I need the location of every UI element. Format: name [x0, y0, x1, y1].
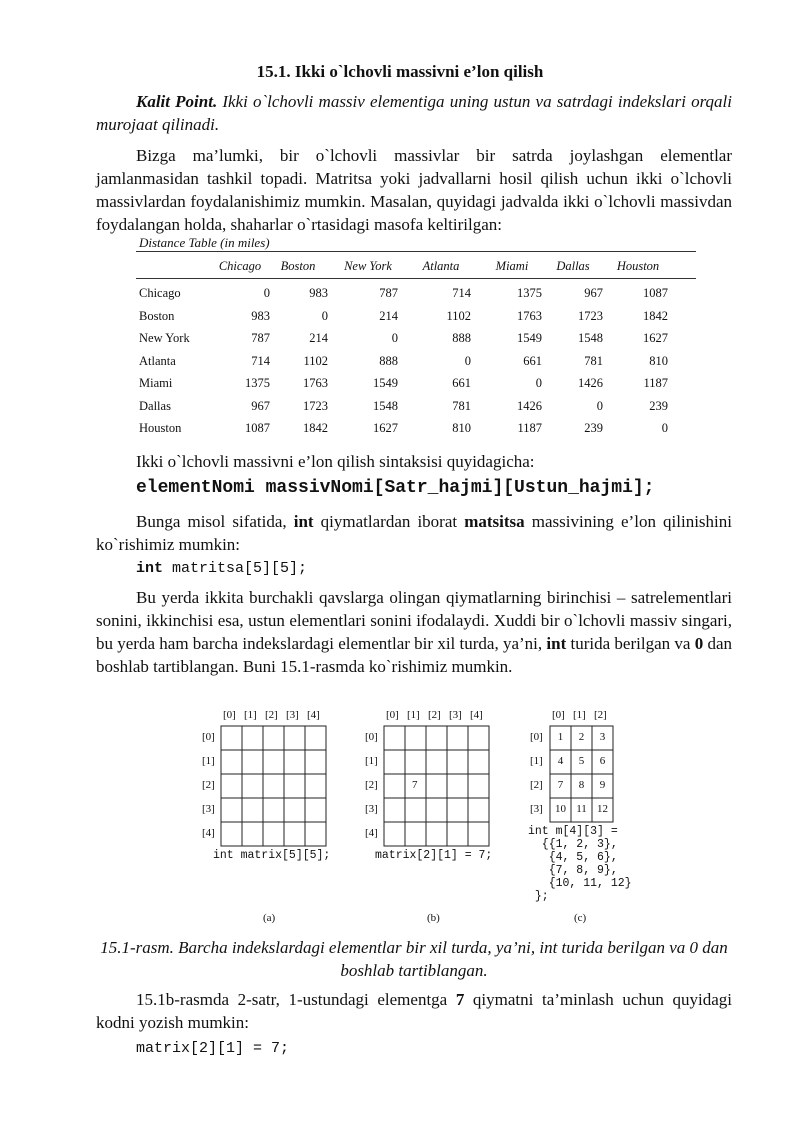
cell-value: 1 [557, 731, 564, 743]
table-cell: 0 [391, 331, 398, 345]
key-point-paragraph [96, 90, 732, 136]
table-cell: 0 [464, 353, 471, 368]
grid-cell [468, 798, 489, 822]
table-cell: 781 [584, 353, 603, 368]
column-index-label: [4] [470, 709, 483, 721]
figure-c-code-line: int m[4][3] = [528, 825, 618, 838]
table-cell: 1087 [643, 286, 668, 300]
column-index-label: [1] [573, 709, 586, 721]
bold-term-matsitsa: matsitsa [464, 512, 525, 531]
bold-term-int: int [546, 634, 567, 653]
grid-cell [221, 726, 242, 750]
grid-cell [284, 798, 305, 822]
grid-cell [384, 798, 405, 822]
column-index-label: [2] [428, 709, 441, 721]
table-top-rule [136, 251, 696, 252]
grid-cell [426, 822, 447, 846]
table-column-header: Houston [616, 259, 660, 273]
table-row-header: Chicago [139, 286, 181, 300]
bold-term-int: int [293, 512, 314, 531]
cell-value-seven: 7 [412, 779, 418, 791]
cell-value: 2 [578, 731, 585, 743]
text-run: Bunga misol sifatida, [136, 512, 294, 531]
table-cell: 1187 [517, 421, 542, 435]
figure-b-label: (b) [427, 912, 440, 924]
table-cell: 214 [309, 331, 328, 345]
grid-cell [263, 750, 284, 774]
grid-cell [242, 798, 263, 822]
grid-cell [305, 822, 326, 846]
table-cell: 1426 [517, 398, 542, 413]
grid-cell [447, 774, 468, 798]
table-cell: 810 [649, 353, 668, 368]
assignment-paragraph [96, 988, 732, 1034]
bold-term-zero: 0 [694, 634, 704, 653]
explanation-paragraph [96, 586, 732, 678]
table-cell: 1627 [373, 421, 398, 435]
table-cell: 0 [535, 376, 542, 390]
grid-cell [284, 774, 305, 798]
table-cell: 1102 [303, 353, 328, 368]
grid-cell [468, 750, 489, 774]
table-cell: 239 [584, 421, 603, 435]
grid-cell [447, 750, 468, 774]
grid-cell [426, 726, 447, 750]
section-title: 15.1. Ikki o`lchovli massivni e’lon qilish [256, 62, 544, 81]
row-index-label: [0] [530, 731, 543, 743]
table-cell: 0 [263, 286, 270, 300]
row-index-label: [4] [202, 827, 215, 839]
table-column-header: Chicago [218, 259, 262, 273]
table-cell: 1375 [245, 376, 270, 390]
grid-cell [384, 822, 405, 846]
cell-value: 8 [578, 779, 585, 791]
table-cell: 714 [251, 353, 270, 368]
table-cell: 1842 [303, 421, 328, 435]
grid-cell [468, 774, 489, 798]
grid-cell [447, 726, 468, 750]
table-cell: 983 [251, 308, 270, 323]
text-run: massivining e’lon qilinishini ko`rishimiz mumkin: [96, 512, 732, 554]
table-cell: 1723 [578, 308, 603, 323]
table-cell: 967 [584, 286, 603, 300]
row-index-label: [1] [365, 755, 378, 767]
code-keyword: int [136, 560, 164, 577]
grid-cell [242, 750, 263, 774]
grid-cell [242, 822, 263, 846]
row-index-label: [3] [530, 803, 543, 815]
column-index-label: [2] [594, 709, 607, 721]
figure-c-code-line: {{1, 2, 3}, [528, 838, 618, 851]
grid-cell [242, 726, 263, 750]
table-row-header: Houston [139, 421, 182, 435]
table-cell: 1087 [245, 421, 270, 435]
column-index-label: [3] [286, 709, 299, 721]
grid-cell [447, 798, 468, 822]
table-cell: 888 [452, 331, 471, 345]
grid-cell [263, 774, 284, 798]
table-column-header: New York [344, 259, 392, 273]
grid-cell [405, 822, 426, 846]
grid-cell [405, 798, 426, 822]
figure-caption: 15.1-rasm. Barcha indekslardagi elementlar bir xil turda, ya’ni, int turida berilgan va 0 dan boshlab tartiblangan. [100, 938, 728, 980]
grid-cell [263, 726, 284, 750]
table-cell: 1187 [643, 376, 668, 390]
table-row-header: Atlanta [139, 353, 176, 368]
intro-paragraph: Bizga ma’lumki, bir o`lchovli massivlar bir satrda joylashgan elementlar jamlanmasidan tashkil topadi. Matritsa yoki jadvallarni hosil qilish uchun ikki o`lchovli massivlardan foydalanishimiz mumkin. Masalan, quyidagi jadvalda ikki o`lchovli massivdan foydalangan holda, shaharlar o`rtasidagi masofa keltirilgan: [96, 146, 732, 234]
bold-term-seven: 7 [455, 990, 465, 1009]
column-index-label: [0] [552, 709, 565, 721]
table-cell: 781 [452, 398, 471, 413]
row-index-label: [3] [202, 803, 215, 815]
table-cell: 787 [379, 286, 398, 300]
text-run: turida berilgan va [566, 634, 695, 653]
grid-cell [384, 726, 405, 750]
column-index-label: [1] [244, 709, 257, 721]
code-assignment: matrix[2][1] = 7; [136, 1040, 290, 1057]
table-cell: 967 [251, 398, 270, 413]
grid-cell [468, 726, 489, 750]
table-row-header: New York [139, 331, 190, 345]
grid-cell [221, 798, 242, 822]
grid-cell [221, 774, 242, 798]
table-cell: 1627 [643, 331, 668, 345]
cell-value: 4 [557, 755, 564, 767]
grid-cell [405, 726, 426, 750]
table-column-header: Dallas [556, 259, 590, 273]
table-column-header: Miami [495, 259, 529, 273]
table-cell: 1549 [373, 376, 398, 390]
cell-value: 9 [599, 779, 606, 791]
syntax-intro: Ikki o`lchovli massivni e’lon qilish sintaksisi quyidagicha: [136, 452, 535, 471]
row-index-label: [2] [365, 779, 378, 791]
table-row-header: Miami [139, 376, 173, 390]
code-declaration [136, 560, 307, 577]
table-row-header: Dallas [139, 398, 171, 413]
distance-table-title: Distance Table (in miles) [139, 235, 270, 250]
table-cell: 1548 [373, 398, 398, 413]
grid-cell [284, 726, 305, 750]
grid-cell [284, 822, 305, 846]
grid-cell [384, 774, 405, 798]
table-header-rule [136, 278, 696, 279]
table-column-header: Atlanta [422, 259, 460, 273]
grid-cell [426, 798, 447, 822]
grid-cell [263, 822, 284, 846]
grid-cell [405, 750, 426, 774]
table-cell: 1723 [303, 398, 328, 413]
text-run: qiymatni ta’minlash uchun quyidagi kodni yozish mumkin: [96, 990, 732, 1032]
column-index-label: [3] [449, 709, 462, 721]
table-cell: 0 [661, 421, 668, 435]
figure-c-code-line: {7, 8, 9}, [528, 864, 618, 877]
grid-cell [221, 750, 242, 774]
table-cell: 983 [309, 286, 328, 300]
table-cell: 1763 [517, 308, 542, 323]
grid-cell [426, 750, 447, 774]
grid-cell [305, 726, 326, 750]
table-cell: 1549 [517, 331, 542, 345]
column-index-label: [1] [407, 709, 420, 721]
figure-b-code: matrix[2][1] = 7; [375, 849, 493, 862]
figure-c-code-line: }; [528, 890, 549, 903]
table-cell: 1102 [446, 308, 471, 323]
table-cell: 1375 [517, 286, 542, 300]
grid-cell [305, 750, 326, 774]
text-run: dan boshlab tartiblangan. Buni 15.1-rasmda ko`rishimiz mumkin. [96, 634, 733, 676]
cell-value: 7 [557, 779, 564, 791]
text-run: Bu yerda ikkita burchakli qavslarga olingan qiymatlarning birinchisi – satrelementlari sonini, ikkinchisi esa, ustun elementlari sonini ifodalaydi. Xuddi bir o`lchovli massiv singari, bu yerda ham barcha indekslardagi elementlar bir xil turda, ya’ni, [96, 588, 732, 653]
table-cell: 1426 [578, 376, 603, 390]
text-run: qiymatlardan iborat [313, 512, 465, 531]
cell-value: 6 [599, 755, 606, 767]
grid-cell [426, 774, 447, 798]
grid-cell [468, 822, 489, 846]
row-index-label: [3] [365, 803, 378, 815]
row-index-label: [0] [365, 731, 378, 743]
table-cell: 888 [379, 353, 398, 368]
text-run: 15.1b-rasmda 2-satr, 1-ustundagi elementga [136, 990, 456, 1009]
row-index-label: [1] [530, 755, 543, 767]
grid-cell [305, 798, 326, 822]
table-cell: 1763 [303, 376, 328, 390]
row-index-label: [1] [202, 755, 215, 767]
figure-c-code-line: {4, 5, 6}, [528, 851, 618, 864]
example-paragraph [96, 510, 732, 556]
table-cell: 239 [649, 398, 668, 413]
grid-cell [221, 822, 242, 846]
figure-a-code: int matrix[5][5]; [213, 849, 331, 862]
column-index-label: [2] [265, 709, 278, 721]
grid-cell [305, 774, 326, 798]
cell-value: 5 [578, 755, 585, 767]
table-cell: 0 [321, 308, 328, 323]
row-index-label: [2] [202, 779, 215, 791]
table-cell: 714 [452, 286, 471, 300]
matrix-grid-b [383, 725, 490, 847]
figure-c-code-line: {10, 11, 12} [528, 877, 632, 890]
figure-a-label: (a) [263, 912, 276, 924]
code-rest: matritsa[5][5]; [163, 560, 308, 577]
table-cell: 787 [251, 331, 270, 345]
cell-value: 11 [576, 803, 587, 815]
table-cell: 661 [452, 376, 471, 390]
cell-value: 3 [599, 731, 606, 743]
column-index-label: [0] [386, 709, 399, 721]
table-cell: 1842 [643, 308, 668, 323]
grid-cell [447, 822, 468, 846]
cell-value: 12 [597, 803, 608, 815]
table-cell: 661 [523, 353, 542, 368]
matrix-grid-a [220, 725, 327, 847]
row-index-label: [2] [530, 779, 543, 791]
table-cell: 214 [379, 308, 398, 323]
table-row-header: Boston [139, 308, 175, 323]
grid-cell [263, 798, 284, 822]
key-point-label: Kalit Point. [136, 92, 218, 111]
row-index-label: [0] [202, 731, 215, 743]
table-cell: 1548 [578, 331, 603, 345]
grid-cell [384, 750, 405, 774]
grid-cell [284, 750, 305, 774]
figure-c-label: (c) [574, 912, 587, 924]
column-index-label: [0] [223, 709, 236, 721]
cell-value: 10 [555, 803, 566, 815]
table-column-header: Boston [280, 259, 316, 273]
syntax-code: elementNomi massivNomi[Satr_hajmi][Ustun_hajmi]; [136, 478, 655, 498]
column-index-label: [4] [307, 709, 320, 721]
row-index-label: [4] [365, 827, 378, 839]
table-cell: 0 [596, 398, 603, 413]
key-point-text: Ikki o`lchovli massiv elementiga uning ustun va satrdagi indekslari orqali murojaat qilinadi. [96, 92, 732, 134]
table-cell: 810 [452, 421, 471, 435]
grid-cell [242, 774, 263, 798]
